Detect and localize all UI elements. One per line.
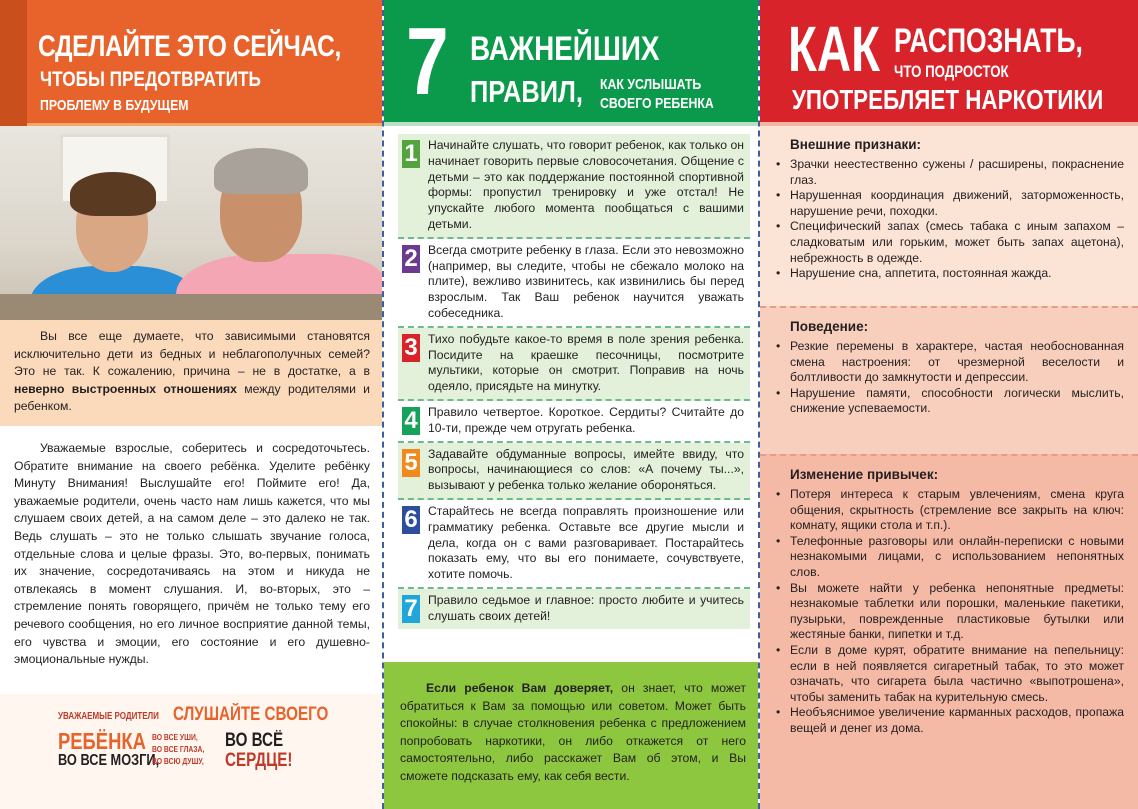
section-title: Изменение привычек: (790, 467, 939, 482)
rule-item (398, 134, 750, 239)
rules-list (384, 126, 758, 629)
right-header (760, 0, 1138, 126)
slogan-f: ВО ВСЁ (225, 730, 284, 751)
rule-text: Старайтесь не всегда поправлять произношение или грамматику ребенка. Оставьте все другие мысли и дела, когда он с вами разговаривает. Постарайтесь показать ему, что вы его понимаете, сочувствуете, хотите помочь. (428, 503, 744, 582)
rule-number: 5 (402, 449, 420, 477)
left-column (0, 0, 382, 809)
rule-item (398, 239, 750, 328)
intro-text-end: между родителями и ребенком. (14, 381, 370, 414)
right-column (760, 0, 1138, 809)
section-list (774, 487, 1124, 737)
middle-header-line1: ВАЖНЕЙШИХ (470, 30, 660, 68)
slogan-c: РЕБЁНКА (58, 728, 146, 754)
rule-text: Начинайте слушать, что говорит ребенок, как только он начинает говорить первые словосочетания. Общение с детьми – это как поддержание постоянной спортивной формы: пропустил тренировку и уже отстал! Не упускайте любого момента пообщаться с вашими детьми. (428, 138, 744, 231)
intro-text-bold: неверно выстроенных отношениях (14, 381, 237, 396)
list-item: • Специфический запах (смесь табака с иным запахом – сладковатым или горьким, может быть запах ацетона), небрежность в одежде. (774, 219, 1124, 266)
section-title: Поведение: (790, 319, 869, 334)
father-son-photo (0, 126, 382, 320)
middle-column (382, 0, 760, 809)
list-item: • Нарушенная координация движений, заторможенность, нарушение речи, походки. (774, 188, 1124, 219)
rule-item (398, 328, 750, 401)
rule-text: Всегда смотрите ребенку в глаза. Если это невозможно (например, вы следите, чтобы не сбежало молоко на плите), вежливо извинитесь, как извинились бы перед взрослым. Так Ваш ребенок научится уважать собеседника. (428, 242, 744, 320)
header-accent-bar (0, 0, 27, 126)
trust-bold: Если ребенок Вам доверяет, (426, 681, 614, 695)
list-item: • Резкие перемены в характере, частая необоснованная смена настроения: от чрезмерной веселости и болтливости до замкнутости и депрессии. (774, 339, 1124, 386)
rule-item (398, 589, 750, 629)
rule-text: Правило четвертое. Короткое. Сердиты? Считайте до 10-ти, прежде чем отругать ребенка. (428, 404, 744, 435)
section-title: Внешние признаки: (790, 137, 921, 152)
section-behavior (760, 306, 1138, 454)
slogan-a: УВАЖАЕМЫЕ РОДИТЕЛИ (58, 711, 159, 722)
rule-text: Задавайте обдуманные вопросы, имейте ввиду, что вопросы, начинающиеся со слов: «А почему ты...», вызывают у ребенка только желание обороняться. (428, 446, 744, 493)
left-header (0, 0, 382, 126)
middle-header (384, 0, 758, 126)
rule-text: Тихо побудьте какое-то время в поле зрения ребенка. Посидите на краешке песочницы, посмотрите мультики, которые он смотрит. Поправив на ночь одеяло, присядьте на минутку. (428, 331, 744, 394)
list-item: • Телефонные разговоры или онлайн-переписки с новыми незнакомыми лицами, с использованием непонятных слов. (774, 534, 1124, 581)
right-header-big: КАК (788, 13, 881, 85)
rule-text: Правило седьмое и главное: просто любите и учитесь слушать своих детей! (428, 592, 744, 623)
right-header-line2: ЧТО ПОДРОСТОК (894, 62, 1009, 81)
slogan-h: ВО ВСЮ ДУШУ, (152, 756, 204, 766)
intro-text-start: Вы все еще думаете, что зависимыми становятся исключительно дети из бедных и неблагополучных семей? Это не так. К сожалению, причина – не в достатке, а в (14, 329, 370, 379)
trust-paragraph (384, 662, 758, 809)
list-item: • Вы можете найти у ребенка непонятные предметы: незнакомые таблетки или порошки, маленькие пакетики, пузырьки, поврежденные пластиковые бутылки или жестяные банки, пипетки и т.д. (774, 581, 1124, 643)
photo-table (0, 294, 382, 320)
slogan-block (0, 694, 382, 809)
slogan-g: ВО ВСЕ МОЗГИ, (58, 752, 160, 769)
rule-number: 6 (402, 506, 420, 534)
right-header-line3: УПОТРЕБЛЯЕТ НАРКОТИКИ (792, 84, 1104, 115)
section-list (774, 339, 1124, 417)
list-item: • Нарушение сна, аппетита, постоянная жажда. (774, 266, 1124, 282)
middle-header-line2: ПРАВИЛ, (470, 74, 583, 109)
section-external-signs (760, 126, 1138, 306)
section-list (774, 157, 1124, 282)
section-habits (760, 454, 1138, 809)
rules-count: 7 (406, 8, 449, 115)
slogan-i: СЕРДЦЕ! (225, 750, 293, 771)
rule-number: 3 (402, 334, 420, 362)
rule-item (398, 401, 750, 443)
slogan-d: ВО ВСЕ УШИ, (152, 732, 198, 742)
photo-man-hair (214, 148, 308, 194)
list-item: • Если в доме курят, обратите внимание на пепельницу: если в ней появляется сигаретный табак, то это может означать, что сигарета была частично «выпотрошена», чтобы заменить табак на курительную смесь. (774, 643, 1124, 705)
rule-number: 7 (402, 595, 420, 623)
list-item: • Необъяснимое увеличение карманных расходов, пропажа вещей и денег из дома. (774, 705, 1124, 736)
body-paragraph: Уважаемые взрослые, соберитесь и сосредоточьтесь. Обратите внимание на своего ребёнка. Уделите ребёнку Минуту Внимания! Выслушайте его! Поймите его! Да, уважаемые родители, очень часто нам лишь кажется, что мы слушаем своих детей, а на самом деле – это далеко не так. Ведь слушать – это не только слышать звучание голоса, отдельные слова и целые фразы. Это, во-первых, понимать их значение, сосредотачиваясь на этом и никуда не отвлекаясь в момент слушания. И, во-вторых, это – стремление понять говорящего, причём не только тему его речевого сообщения, но его личное восприятие данной темы, его чувства и эмоции, его состояние и его душевно-эмоциональные нужды. (0, 426, 382, 694)
list-item: • Потеря интереса к старым увлечениям, смена круга общения, скрытность (стремление все закрыть на ключ: комнату, ящики стола и т.п.). (774, 487, 1124, 534)
list-item: • Зрачки неестественно сужены / расширены, покраснение глаз. (774, 157, 1124, 188)
right-header-line1: РАСПОЗНАТЬ, (894, 22, 1083, 60)
rule-number: 2 (402, 245, 420, 273)
middle-header-line3a: КАК УСЛЫШАТЬ (600, 76, 702, 93)
left-header-line3: ПРОБЛЕМУ В БУДУЩЕМ (40, 97, 189, 114)
slogan-e: ВО ВСЕ ГЛАЗА, (152, 744, 205, 754)
rule-item (398, 443, 750, 500)
photo-boy-hair (70, 172, 156, 216)
trust-text: он знает, что может обратиться к Вам за помощью или советом. Может быть спокойны: в случае столкновения ребенка с предложением попробовать наркотики, он либо откажется от него самостоятельно, либо расскажет Вам об этом, и Вы сможете подсказать ему, как себя вести. (400, 681, 746, 783)
left-header-line2: ЧТОБЫ ПРЕДОТВРАТИТЬ (40, 68, 261, 91)
left-header-line1: СДЕЛАЙТЕ ЭТО СЕЙЧАС, (38, 30, 341, 63)
middle-header-line3b: СВОЕГО РЕБЕНКА (600, 95, 714, 112)
rule-number: 1 (402, 140, 420, 168)
slogan-b: СЛУШАЙТЕ СВОЕГО (173, 704, 329, 725)
list-item: • Нарушение памяти, способности логически мыслить, снижение успеваемости. (774, 386, 1124, 417)
rule-number: 4 (402, 407, 420, 435)
rule-item (398, 500, 750, 589)
intro-paragraph (0, 320, 382, 426)
